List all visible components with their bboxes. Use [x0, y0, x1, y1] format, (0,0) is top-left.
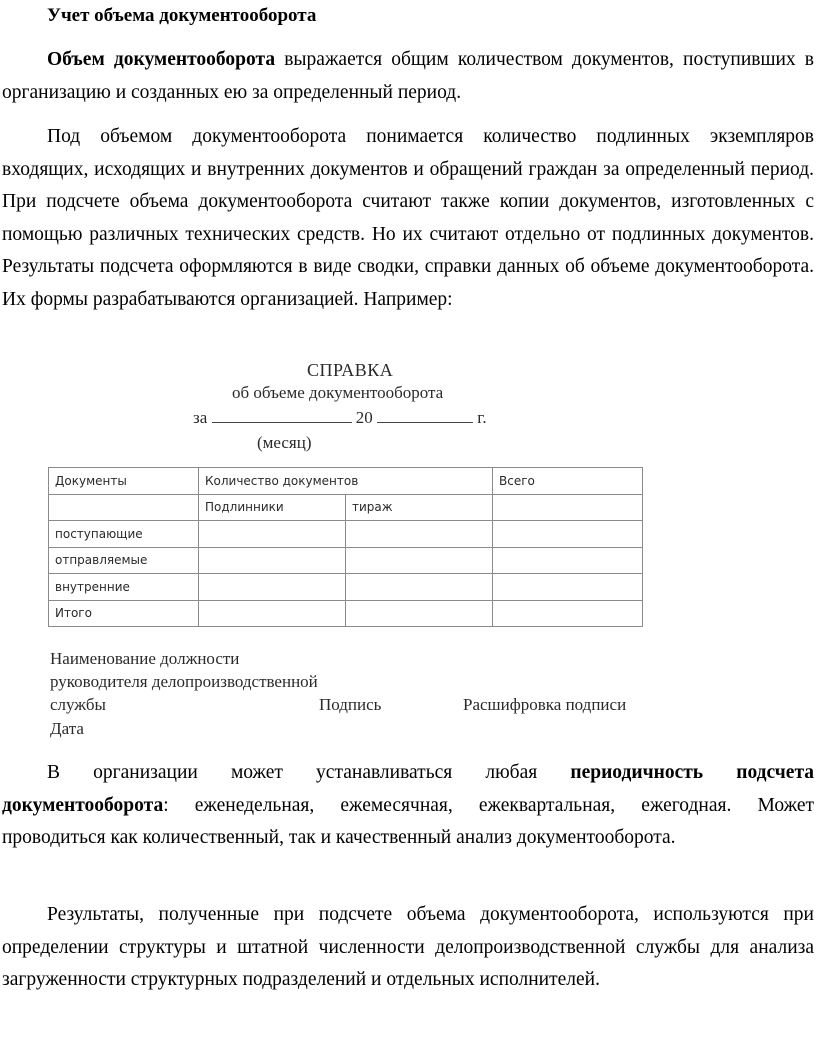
signature-decode-label: Расшифровка подписи	[463, 695, 627, 714]
form-period-line	[193, 408, 487, 428]
table-row	[49, 600, 643, 627]
table-cell	[493, 521, 643, 548]
row-label: внутренние	[49, 574, 199, 601]
form-month-note: (месяц)	[257, 433, 312, 452]
paragraph-volume-details: Под объемом документооборота понимается количество подлинных экземпляров входящих, исходящих и внутренних документов и обращений граждан за определенный период. При подсчете объема документооборота считают также копии документов, изготовленных с помощью различных технических средств. Но их считают отдельно от подлинных документов. Результаты подсчета оформляются в виде сводки, справки данных об объеме документооборота. Их формы разрабатываются организацией. Например:	[2, 126, 814, 310]
report-form-figure	[0, 356, 816, 746]
paragraph-periodicity	[2, 757, 814, 855]
table-row	[49, 574, 643, 601]
period-suffix: г.	[477, 408, 487, 427]
table-row	[49, 547, 643, 574]
paragraph-text: : еженедельная, ежемесячная, ежеквартальная, ежегодная. Может проводиться как количественный, так и качественный анализ документооборота.	[2, 794, 814, 848]
section-heading: Учет объема документооборота	[47, 5, 317, 26]
table-cell	[346, 521, 493, 548]
table-cell	[49, 494, 199, 521]
signature-position-line3: службы	[50, 695, 106, 714]
table-cell	[493, 574, 643, 601]
header-total: Всего	[493, 468, 643, 495]
table-cell	[493, 494, 643, 521]
table-cell	[346, 600, 493, 627]
paragraph-results: Результаты, полученные при подсчете объема документооборота, используются при определении структуры и штатной численности делопроизводственной службы для анализа загруженности структурных подразделений и отдельных исполнителей.	[2, 904, 814, 990]
table-cell	[199, 521, 346, 548]
year-blank	[377, 408, 473, 423]
subheader-originals: Подлинники	[199, 494, 346, 521]
signature-position-line2: руководителя делопроизводственной	[50, 672, 318, 691]
document-count-table	[48, 467, 643, 627]
signature-label: Подпись	[319, 695, 382, 714]
paragraph-volume-definition	[2, 44, 814, 109]
signature-position-line1: Наименование должности	[50, 649, 240, 668]
period-prefix: за	[193, 408, 208, 427]
subheader-copies: тираж	[346, 494, 493, 521]
table-cell	[199, 547, 346, 574]
form-subtitle: об объеме документооборота	[232, 383, 444, 402]
row-label: поступающие	[49, 521, 199, 548]
paragraph-text: В организации может устанавливаться любая	[47, 762, 571, 783]
table-header-row	[49, 468, 643, 495]
term-volume: Объем документооборота	[47, 49, 276, 70]
table-cell	[493, 600, 643, 627]
term-periodicity: периодичность подсчета документооборота	[2, 762, 815, 816]
table-cell	[199, 600, 346, 627]
header-documents: Документы	[49, 468, 199, 495]
date-label: Дата	[50, 719, 84, 738]
header-count: Количество документов	[199, 468, 493, 495]
row-label: отправляемые	[49, 547, 199, 574]
row-label: Итого	[49, 600, 199, 627]
form-title: СПРАВКА	[307, 360, 394, 380]
month-blank	[212, 408, 352, 423]
table-subheader-row	[49, 494, 643, 521]
table-cell	[493, 547, 643, 574]
table-cell	[346, 574, 493, 601]
period-year: 20	[355, 408, 373, 427]
table-cell	[346, 547, 493, 574]
table-row	[49, 521, 643, 548]
table-cell	[199, 574, 346, 601]
paragraph-text: выражается общим количеством документов, поступивших в организацию и созданных ею за определенный период.	[2, 49, 815, 103]
